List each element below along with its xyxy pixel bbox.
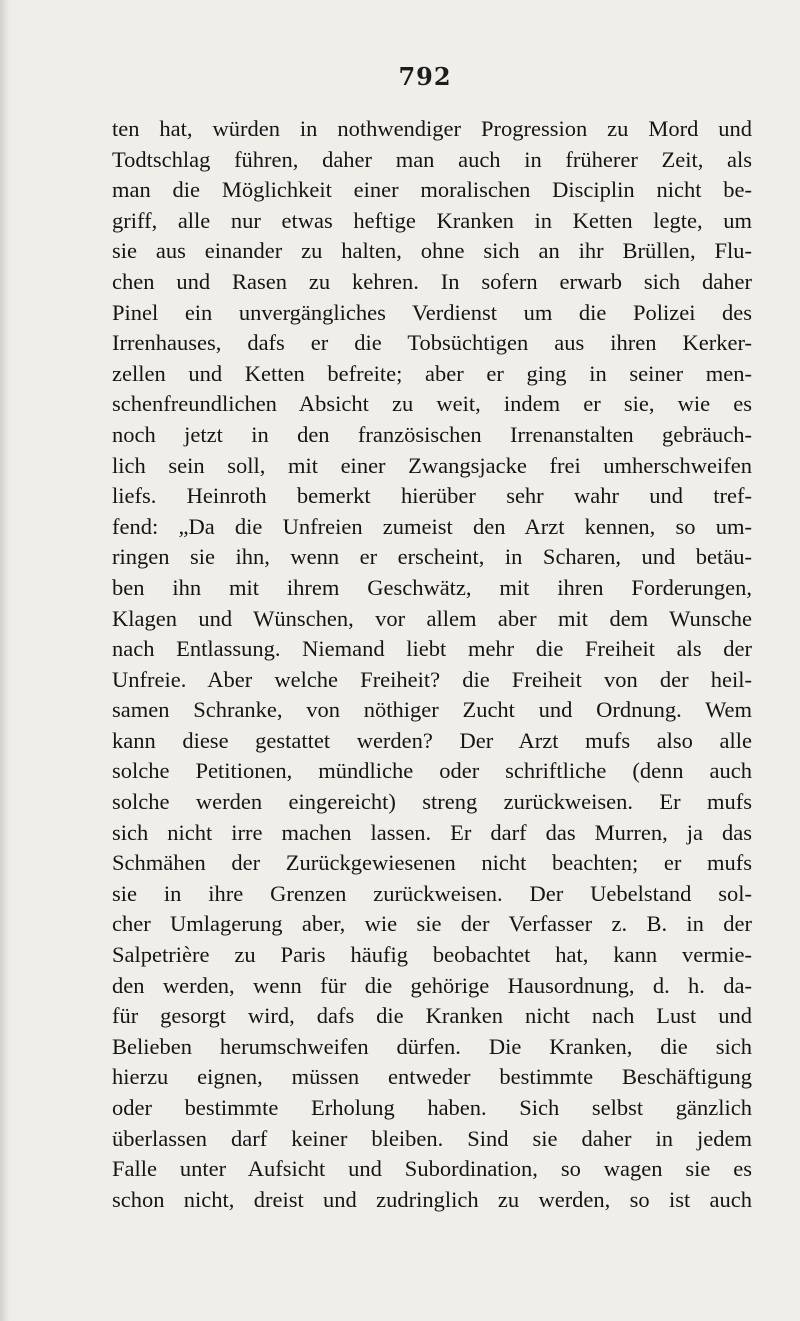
text-line: griff, alle nur etwas heftige Kranken in Ketten legte, um bbox=[112, 207, 752, 233]
text-line: hierzu eignen, müssen entweder bestimmte Beschäftigung bbox=[112, 1064, 752, 1090]
text-line: chen und Rasen zu kehren. In sofern erwarb sich daher bbox=[112, 268, 752, 294]
text-line: für gesorgt wird, dafs die Kranken nicht nach Lust und bbox=[112, 1003, 752, 1029]
page-gutter-shadow bbox=[0, 0, 10, 1321]
body-text bbox=[112, 114, 752, 1215]
text-line: noch jetzt in den französischen Irrenanstalten gebräuch- bbox=[112, 421, 752, 447]
text-line: ben ihn mit ihrem Geschwätz, mit ihren Forderungen, bbox=[112, 574, 752, 600]
text-line: Salpetrière zu Paris häufig beobachtet hat, kann vermie- bbox=[112, 942, 752, 968]
text-line: schenfreundlichen Absicht zu weit, indem er sie, wie es bbox=[112, 391, 752, 417]
text-line: Falle unter Aufsicht und Subordination, so wagen sie es bbox=[112, 1156, 752, 1182]
text-line: man die Möglichkeit einer moralischen Disciplin nicht be- bbox=[112, 177, 752, 203]
text-line: cher Umlagerung aber, wie sie der Verfasser z. B. in der bbox=[112, 911, 752, 937]
text-line: überlassen darf keiner bleiben. Sind sie daher in jedem bbox=[112, 1125, 752, 1151]
text-line: nach Entlassung. Niemand liebt mehr die Freiheit als der bbox=[112, 636, 752, 662]
text-line: ten hat, würden in nothwendiger Progression zu Mord und bbox=[112, 116, 752, 141]
text-line: den werden, wenn für die gehörige Hausordnung, d. h. da- bbox=[112, 972, 752, 998]
text-line: sie aus einander zu halten, ohne sich an ihr Brüllen, Flu- bbox=[112, 238, 752, 264]
text-line: schon nicht, dreist und zudringlich zu werden, so ist auch bbox=[112, 1186, 752, 1212]
text-line: zellen und Ketten befreite; aber er ging in seiner men- bbox=[112, 360, 752, 386]
text-line: sie in ihre Grenzen zurückweisen. Der Uebelstand sol- bbox=[112, 880, 752, 906]
text-line: Unfreie. Aber welche Freiheit? die Freiheit von der heil- bbox=[112, 666, 752, 692]
text-line: Irrenhauses, dafs er die Tobsüchtigen aus ihren Kerker- bbox=[112, 330, 752, 356]
text-line: sich nicht irre machen lassen. Er darf das Murren, ja das bbox=[112, 819, 752, 845]
text-line: liefs. Heinroth bemerkt hierüber sehr wahr und tref- bbox=[112, 483, 752, 509]
text-line: Schmähen der Zurückgewiesenen nicht beachten; er mufs bbox=[112, 850, 752, 876]
text-line: Todtschlag führen, daher man auch in früherer Zeit, als bbox=[112, 146, 752, 172]
text-line: fend: „Da die Unfreien zumeist den Arzt kennen, so um- bbox=[112, 513, 752, 539]
text-line: lich sein soll, mit einer Zwangsjacke frei umherschweifen bbox=[112, 452, 752, 478]
text-line: oder bestimmte Erholung haben. Sich selbst gänzlich bbox=[112, 1095, 752, 1120]
text-line: solche Petitionen, mündliche oder schriftliche (denn auch bbox=[112, 758, 752, 784]
text-line: kann diese gestattet werden? Der Arzt mufs also alle bbox=[112, 727, 752, 753]
text-line: samen Schranke, von nöthiger Zucht und Ordnung. Wem bbox=[112, 697, 752, 723]
text-line: Belieben herumschweifen dürfen. Die Kranken, die sich bbox=[112, 1033, 752, 1059]
text-line: Klagen und Wünschen, vor allem aber mit dem Wunsche bbox=[112, 605, 752, 631]
text-line: ringen sie ihn, wenn er erscheint, in Scharen, und betäu- bbox=[112, 544, 752, 570]
page-number: 792 bbox=[398, 62, 452, 91]
text-line: solche werden eingereicht) streng zurückweisen. Er mufs bbox=[112, 789, 752, 815]
text-line: Pinel ein unvergängliches Verdienst um die Polizei des bbox=[112, 299, 752, 325]
